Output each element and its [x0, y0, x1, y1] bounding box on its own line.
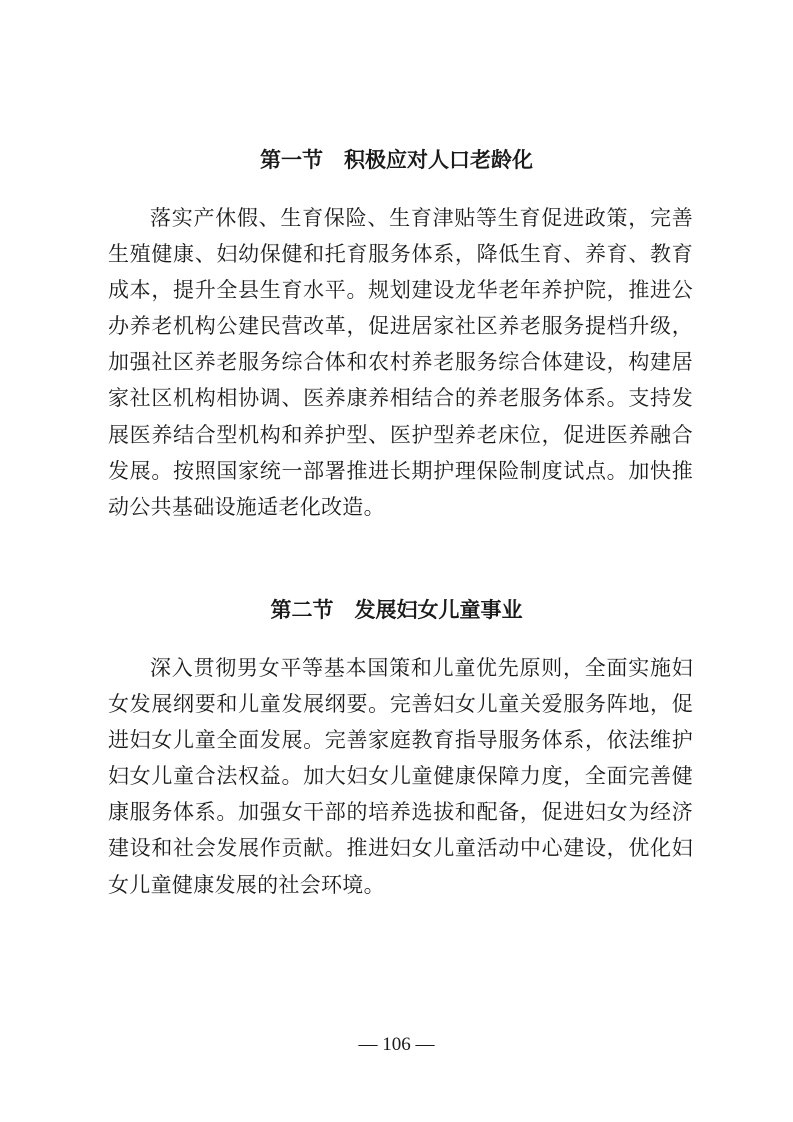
- page-number: — 106 —: [358, 1034, 435, 1055]
- section-heading-2: 第二节 发展妇女儿童事业: [270, 598, 523, 622]
- section-paragraph-2: 深入贯彻男女平等基本国策和儿童优先原则，全面实施妇女发展纲要和儿童发展纲要。完善妇女儿童关爱服务阵地，促进妇女儿童全面发展。完善家庭教育指导服务体系，依法维护妇女儿童合法权益。加大妇女儿童健康保障力度，全面完善健康服务体系。加强女干部的培养选拔和配备，促进妇女为经济建设和社会发展作贡献。推进妇女儿童活动中心建设，优化妇女儿童健康发展的社会环境。: [108, 656, 693, 897]
- section-paragraph-1: 落实产休假、生育保险、生育津贴等生育促进政策，完善生殖健康、妇幼保健和托育服务体系，降低生育、养育、教育成本，提升全县生育水平。规划建设龙华老年养护院，推进公办养老机构公建民营改革，促进居家社区养老服务提档升级，加强社区养老服务综合体和农村养老服务综合体建设，构建居家社区机构相协调、医养康养相结合的养老服务体系。支持发展医养结合型机构和养护型、医护型养老床位，促进医养融合发展。按照国家统一部署推进长期护理保险制度试点。加快推动公共基础设施适老化改造。: [108, 206, 693, 519]
- section-heading-1: 第一节 积极应对人口老龄化: [260, 148, 533, 172]
